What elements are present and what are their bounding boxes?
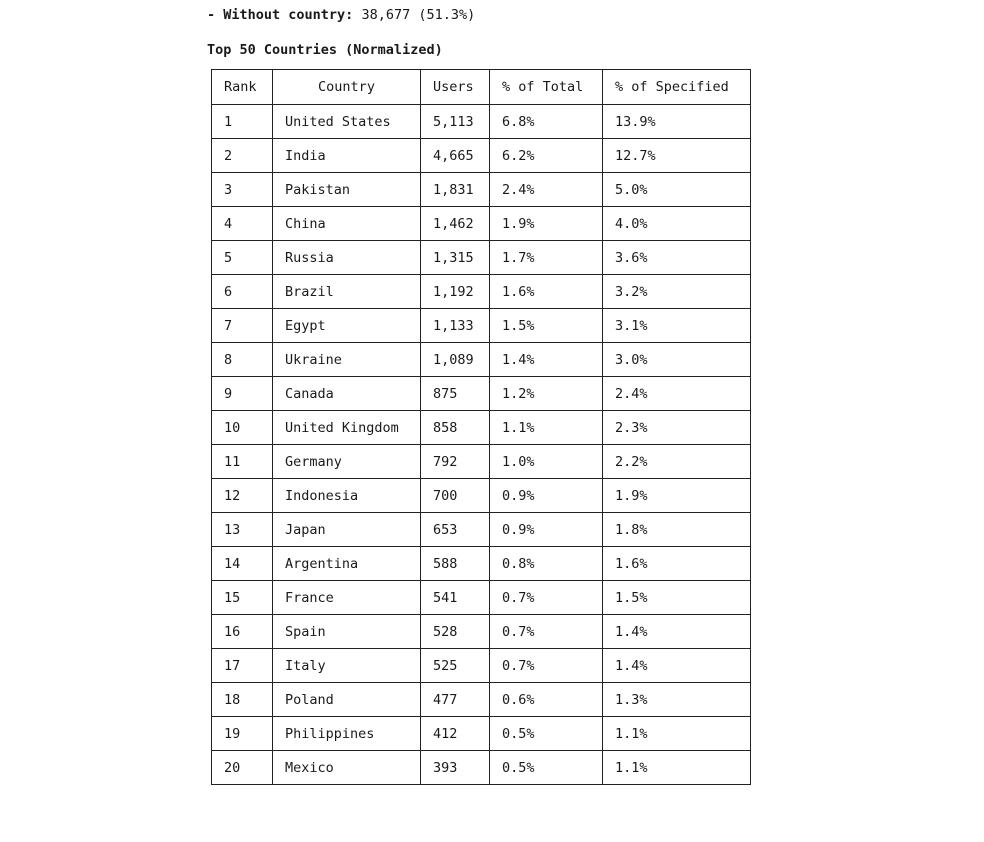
users-cell: 858 — [421, 411, 490, 445]
rank-cell: 3 — [212, 173, 273, 207]
pct-total-cell: 1.6% — [490, 275, 603, 309]
rank-cell: 8 — [212, 343, 273, 377]
rank-cell: 6 — [212, 275, 273, 309]
users-cell: 875 — [421, 377, 490, 411]
pct-specified-cell: 3.6% — [603, 241, 751, 275]
users-cell: 1,192 — [421, 275, 490, 309]
rank-cell: 17 — [212, 649, 273, 683]
pct-specified-cell: 12.7% — [603, 139, 751, 173]
pct-total-cell: 1.9% — [490, 207, 603, 241]
users-cell: 1,831 — [421, 173, 490, 207]
country-cell: Italy — [273, 649, 421, 683]
table-row — [212, 207, 751, 241]
users-cell: 525 — [421, 649, 490, 683]
pct-specified-cell: 2.2% — [603, 445, 751, 479]
header-country: Country — [273, 70, 421, 105]
rank-cell: 16 — [212, 615, 273, 649]
pct-total-cell: 1.0% — [490, 445, 603, 479]
pct-total-cell: 2.4% — [490, 173, 603, 207]
country-cell: Poland — [273, 683, 421, 717]
users-cell: 5,113 — [421, 105, 490, 139]
pct-total-cell: 1.2% — [490, 377, 603, 411]
country-cell: Indonesia — [273, 479, 421, 513]
country-cell: Pakistan — [273, 173, 421, 207]
pct-specified-cell: 2.3% — [603, 411, 751, 445]
without-country-summary — [207, 6, 475, 24]
users-cell: 700 — [421, 479, 490, 513]
header-pct-total: % of Total — [490, 70, 603, 105]
table-row — [212, 717, 751, 751]
pct-specified-cell: 1.1% — [603, 751, 751, 785]
table-row — [212, 275, 751, 309]
pct-total-cell: 6.2% — [490, 139, 603, 173]
country-cell: Egypt — [273, 309, 421, 343]
pct-total-cell: 6.8% — [490, 105, 603, 139]
rank-cell: 10 — [212, 411, 273, 445]
rank-cell: 15 — [212, 581, 273, 615]
rank-cell: 12 — [212, 479, 273, 513]
table-row — [212, 241, 751, 275]
pct-specified-cell: 1.3% — [603, 683, 751, 717]
pct-specified-cell: 1.6% — [603, 547, 751, 581]
pct-specified-cell: 1.4% — [603, 615, 751, 649]
country-cell: China — [273, 207, 421, 241]
pct-specified-cell: 1.1% — [603, 717, 751, 751]
rank-cell: 4 — [212, 207, 273, 241]
country-cell: Ukraine — [273, 343, 421, 377]
header-rank: Rank — [212, 70, 273, 105]
pct-specified-cell: 4.0% — [603, 207, 751, 241]
rank-cell: 18 — [212, 683, 273, 717]
pct-specified-cell: 5.0% — [603, 173, 751, 207]
country-cell: Brazil — [273, 275, 421, 309]
country-cell: Canada — [273, 377, 421, 411]
rank-cell: 20 — [212, 751, 273, 785]
table-row — [212, 615, 751, 649]
country-cell: Argentina — [273, 547, 421, 581]
users-cell: 477 — [421, 683, 490, 717]
table-row — [212, 581, 751, 615]
users-cell: 1,089 — [421, 343, 490, 377]
country-cell: India — [273, 139, 421, 173]
country-cell: Japan — [273, 513, 421, 547]
users-cell: 412 — [421, 717, 490, 751]
pct-total-cell: 0.8% — [490, 547, 603, 581]
pct-specified-cell: 1.4% — [603, 649, 751, 683]
pct-specified-cell: 3.2% — [603, 275, 751, 309]
pct-specified-cell: 13.9% — [603, 105, 751, 139]
users-cell: 393 — [421, 751, 490, 785]
country-cell: Germany — [273, 445, 421, 479]
rank-cell: 7 — [212, 309, 273, 343]
country-cell: United States — [273, 105, 421, 139]
table-row — [212, 309, 751, 343]
table-row — [212, 445, 751, 479]
users-cell: 4,665 — [421, 139, 490, 173]
pct-specified-cell: 2.4% — [603, 377, 751, 411]
header-pct-specified: % of Specified — [603, 70, 751, 105]
table-header-row — [212, 70, 751, 105]
summary-label: - Without country: — [207, 7, 354, 23]
table-row — [212, 139, 751, 173]
pct-total-cell: 1.1% — [490, 411, 603, 445]
rank-cell: 14 — [212, 547, 273, 581]
table-row — [212, 173, 751, 207]
pct-total-cell: 0.9% — [490, 513, 603, 547]
pct-total-cell: 0.9% — [490, 479, 603, 513]
table-row — [212, 649, 751, 683]
table-row — [212, 513, 751, 547]
pct-specified-cell: 1.5% — [603, 581, 751, 615]
pct-total-cell: 0.5% — [490, 717, 603, 751]
pct-total-cell: 0.6% — [490, 683, 603, 717]
country-cell: Spain — [273, 615, 421, 649]
country-cell: Russia — [273, 241, 421, 275]
pct-total-cell: 0.5% — [490, 751, 603, 785]
users-cell: 1,315 — [421, 241, 490, 275]
rank-cell: 13 — [212, 513, 273, 547]
table-row — [212, 377, 751, 411]
rank-cell: 2 — [212, 139, 273, 173]
country-cell: France — [273, 581, 421, 615]
countries-table — [211, 69, 751, 785]
rank-cell: 11 — [212, 445, 273, 479]
table-row — [212, 479, 751, 513]
users-cell: 653 — [421, 513, 490, 547]
pct-total-cell: 1.5% — [490, 309, 603, 343]
users-cell: 1,462 — [421, 207, 490, 241]
pct-total-cell: 0.7% — [490, 649, 603, 683]
country-cell: United Kingdom — [273, 411, 421, 445]
table-row — [212, 411, 751, 445]
pct-total-cell: 1.7% — [490, 241, 603, 275]
summary-value: 38,677 (51.3%) — [353, 7, 476, 23]
pct-total-cell: 0.7% — [490, 615, 603, 649]
table-body — [212, 105, 751, 785]
table-row — [212, 683, 751, 717]
pct-specified-cell: 3.1% — [603, 309, 751, 343]
users-cell: 541 — [421, 581, 490, 615]
country-cell: Philippines — [273, 717, 421, 751]
pct-total-cell: 1.4% — [490, 343, 603, 377]
table-row — [212, 343, 751, 377]
rank-cell: 5 — [212, 241, 273, 275]
users-cell: 1,133 — [421, 309, 490, 343]
header-users: Users — [421, 70, 490, 105]
pct-specified-cell: 1.9% — [603, 479, 751, 513]
rank-cell: 9 — [212, 377, 273, 411]
users-cell: 792 — [421, 445, 490, 479]
pct-specified-cell: 1.8% — [603, 513, 751, 547]
table-row — [212, 547, 751, 581]
pct-specified-cell: 3.0% — [603, 343, 751, 377]
table-row — [212, 751, 751, 785]
rank-cell: 19 — [212, 717, 273, 751]
section-title: Top 50 Countries (Normalized) — [207, 42, 443, 58]
table-row — [212, 105, 751, 139]
users-cell: 588 — [421, 547, 490, 581]
pct-total-cell: 0.7% — [490, 581, 603, 615]
rank-cell: 1 — [212, 105, 273, 139]
users-cell: 528 — [421, 615, 490, 649]
country-cell: Mexico — [273, 751, 421, 785]
